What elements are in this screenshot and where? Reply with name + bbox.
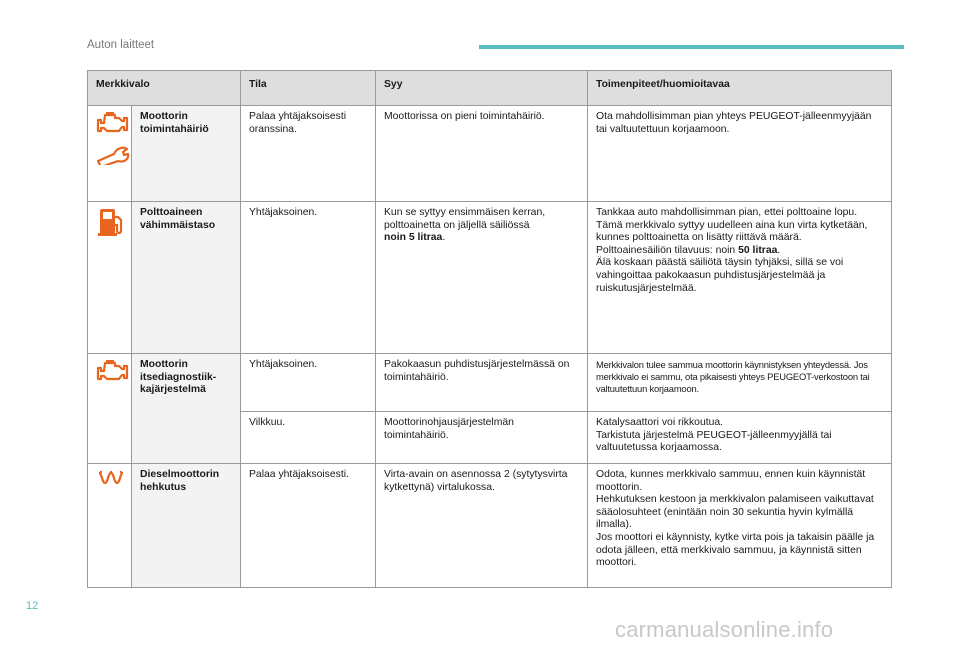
glow-plug-icon <box>96 469 125 487</box>
action-line: Katalysaattori voi rikkoutua. <box>596 417 724 428</box>
page-number: 12 <box>26 600 39 612</box>
watermark: carmanualsonline.info <box>615 617 834 642</box>
action-line: Tämä merkkivalo syttyy uudelleen aina kun virta kytketään, kunnes polttoainetta on lisätty riittävä määrä. <box>596 219 868 244</box>
cause-cell: Pakokaasun puhdistusjärjestelmässä on toimintahäiriö. <box>376 354 588 412</box>
cause-cell <box>376 202 588 354</box>
column-header-cause: Syy <box>376 71 588 106</box>
state-cell: Palaa yhtäjaksoisesti oranssina. <box>241 106 376 202</box>
engine-outline-icon <box>96 359 125 383</box>
cause-cell: Moottorissa on pieni toimintahäiriö. <box>376 106 588 202</box>
tank-capacity-label: Polttoainesäiliön tilavuus: noin <box>596 244 736 256</box>
state-cell: Vilkkuu. <box>241 412 376 464</box>
state-cell: Palaa yhtäjaksoisesti. <box>241 464 376 588</box>
cause-text: Kun se syttyy ensimmäisen kerran, polttoainetta on jäljellä säiliössä <box>384 207 546 231</box>
warning-light-name: Polttoaineen vähimmäistaso <box>132 202 241 354</box>
table-row <box>88 202 892 354</box>
icon-cell <box>88 202 132 354</box>
tank-capacity-line <box>596 245 885 258</box>
section-title: Auton laitteet <box>87 39 155 51</box>
action-line: Jos moottori ei käynnisty, kytke virta pois ja takaisin päälle ja odota jälleen, että merkkivalo sammuu, ja käynnistä sitten moottori. <box>596 531 875 569</box>
tank-capacity-value: 50 litraa <box>738 244 778 256</box>
column-header-warning-light: Merkkivalo <box>88 71 241 106</box>
action-cell <box>588 464 892 588</box>
warning-light-name: Moottorin itsediagnostiik-kajärjestelmä <box>132 354 241 464</box>
cause-period: . <box>442 232 446 244</box>
engine-icon <box>96 111 125 135</box>
table-header-row <box>88 71 892 106</box>
cause-cell: Moottorinohjausjärjestelmän toimintahäiriö. <box>376 412 588 464</box>
warning-light-name: Dieselmoottorin hehkutus <box>132 464 241 588</box>
action-line: Älä koskaan päästä säiliötä täysin tyhjäksi, sillä se voi vahingoittaa pakokaasun puhdistusjärjestelmää ja ruiskutusjärjestelmää. <box>596 257 844 294</box>
icon-cell <box>88 464 132 588</box>
action-line: Odota, kunnes merkkivalo sammuu, ennen kuin käynnistät moottorin. <box>596 469 866 493</box>
column-header-state: Tila <box>241 71 376 106</box>
state-cell: Yhtäjaksoinen. <box>241 202 376 354</box>
icon-cell <box>88 354 132 464</box>
table-row <box>88 464 892 588</box>
state-cell: Yhtäjaksoinen. <box>241 354 376 412</box>
table-row <box>88 106 892 202</box>
action-line: Hehkutuksen kestoon ja merkkivalon palamiseen vaikuttavat sääolosuhteet (enintään noin 30 sekuntia hyvin kylmällä ilmalla). <box>596 494 874 531</box>
warning-lights-table <box>87 70 892 588</box>
tank-capacity-period: . <box>777 244 781 256</box>
warning-light-name: Moottorin toimintahäiriö <box>132 106 241 202</box>
icon-cell <box>88 106 132 202</box>
cause-cell: Virta-avain on asennossa 2 (sytytysvirta kytkettynä) virtalukossa. <box>376 464 588 588</box>
action-cell: Ota mahdollisimman pian yhteys PEUGEOT-jälleenmyyjään tai valtuutettuun korjaamoon. <box>588 106 892 202</box>
action-cell <box>588 202 892 354</box>
table-row <box>88 354 892 412</box>
action-cell <box>588 412 892 464</box>
fuel-pump-icon <box>96 207 125 237</box>
column-header-action: Toimenpiteet/huomioitavaa <box>588 71 892 106</box>
action-line: Tarkistuta järjestelmä PEUGEOT-jälleenmyyjällä tai valtuutetussa korjaamossa. <box>596 429 832 454</box>
wrench-icon <box>96 143 125 165</box>
section-accent-rule <box>479 45 904 49</box>
action-line: Tankkaa auto mahdollisimman pian, ettei polttoaine lopu. <box>596 207 858 218</box>
fuel-reserve-amount: noin 5 litraa <box>384 232 443 244</box>
action-cell: Merkkivalon tulee sammua moottorin käynnistyksen yhteydessä. Jos merkkivalo ei sammu, ota pikaisesti yhteys PEUGEOT-verkostoon tai valtuutettuun korjaamoon. <box>588 354 892 412</box>
